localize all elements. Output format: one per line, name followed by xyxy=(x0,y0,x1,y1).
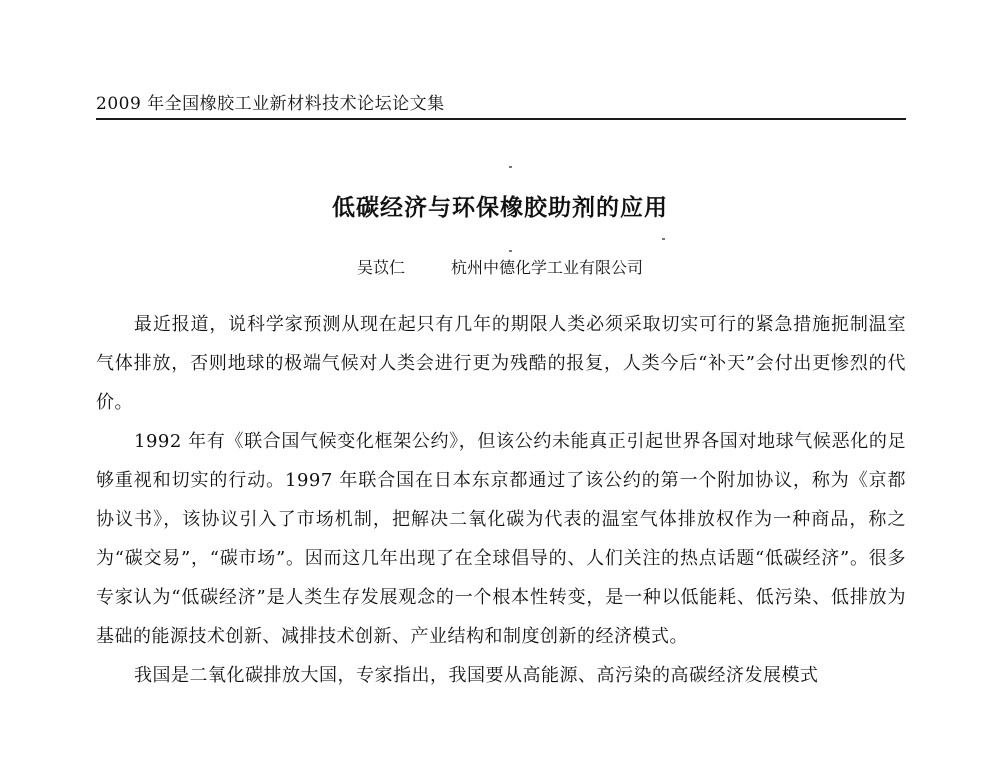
scan-speck xyxy=(662,238,665,240)
scan-speck xyxy=(509,166,512,168)
paragraph: 我国是二氧化碳排放大国，专家指出，我国要从高能源、高污染的高碳经济发展模式 xyxy=(134,665,819,686)
paragraph: 1992 年有《联合国气候变化框架公约》，但该公约未能真正引起世界各国对地球气候恶化的足够重视和切实的行动。1997 年联合国在日本东京都通过了该公约的第一个附加协议，称为《京都协议书》，该协议引入了市场机制，把解决二氧化碳为代表的温室气体排放权作为一种商品，称之为“碳交易”，“碳市场”。因而这几年出现了在全球倡导的、人们关注的热点话题“低碳经济”。很多专家认为“低碳经济”是人类生存发展观念的一个根本性转变，是一种以低能耗、低污染、低排放为基础的能源技术创新、减排技术创新、产业结构和制度创新的经济模式。 xyxy=(96,431,906,647)
running-header: 2009 年全国橡胶工业新材料技术论坛论文集 xyxy=(96,94,445,114)
header-divider xyxy=(96,118,906,120)
paper-title: 低碳经济与环保橡胶助剂的应用 xyxy=(332,195,668,222)
byline xyxy=(0,256,1000,280)
paragraph: 最近报道，说科学家预测从现在起只有几年的期限人类必须采取切实可行的紧急措施扼制温室气体排放，否则地球的极端气候对人类会进行更为残酷的报复，人类今后“补天”会付出更惨烈的代价。 xyxy=(96,314,906,413)
author-affiliation: 杭州中德化学工业有限公司 xyxy=(451,258,644,277)
body-text xyxy=(96,305,906,695)
author-name: 吴苡仁 xyxy=(356,258,405,277)
scan-speck xyxy=(509,250,512,252)
